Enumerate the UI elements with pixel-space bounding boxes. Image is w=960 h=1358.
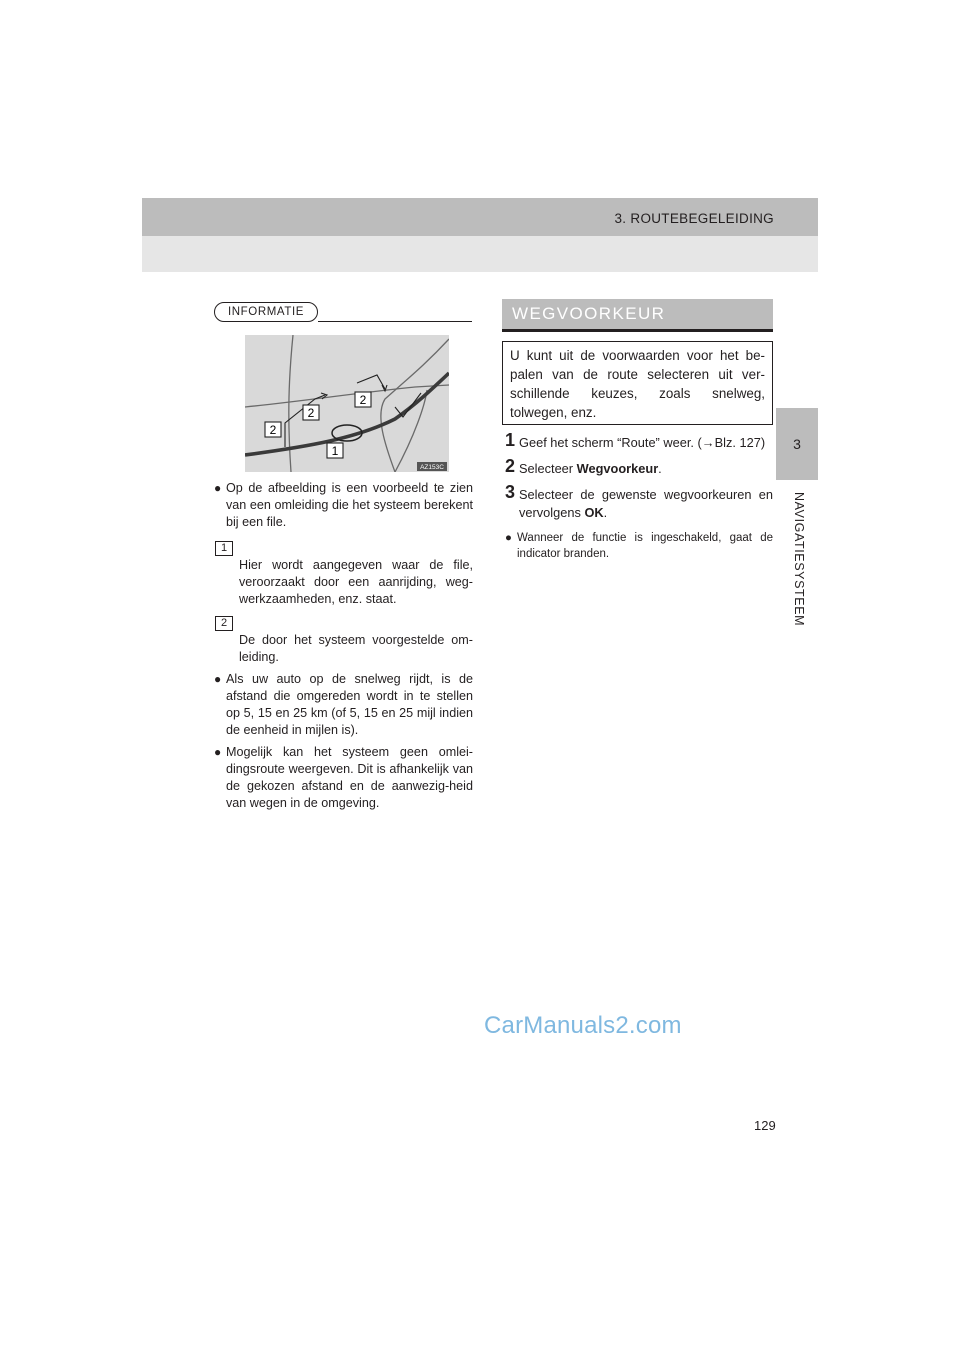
svg-text:2: 2 bbox=[307, 406, 315, 420]
step-item: 2 Selecteer Wegvoorkeur. bbox=[505, 456, 662, 476]
step-note: ● Wanneer de functie is ingeschakeld, gaat de indicator branden. bbox=[505, 532, 773, 560]
svg-text:2: 2 bbox=[359, 393, 367, 407]
bullet-dot-icon: ● bbox=[214, 672, 222, 686]
chapter-tab bbox=[776, 408, 818, 480]
info-bullet: ● Op de afbeelding is een voorbeeld te zien van een omleiding die het systeem berekent bij een file. bbox=[214, 481, 473, 529]
section-intro: U kunt uit de voorwaarden voor het be-palen van de route selecteren uit ver-schillende keuzes, zoals snelweg, tolwegen, enz. bbox=[502, 341, 773, 425]
section-rule bbox=[502, 329, 773, 332]
step-number: 1 bbox=[505, 430, 516, 450]
chapter-title: 3. ROUTEBEGELEIDING bbox=[614, 211, 774, 226]
info-rule bbox=[318, 321, 472, 322]
detour-map-figure bbox=[245, 335, 449, 472]
header-band bbox=[142, 198, 818, 272]
menu-option-label: Wegvoorkeur bbox=[576, 461, 659, 476]
step-number: 3 bbox=[505, 482, 516, 502]
chapter-tab-number: 3 bbox=[793, 436, 801, 452]
svg-text:1: 1 bbox=[331, 444, 339, 458]
watermark: CarManuals2.com bbox=[484, 1012, 682, 1039]
legend-item: 2 De door het systeem voorgestelde om-leiding. bbox=[214, 632, 473, 666]
bullet-dot-icon: ● bbox=[505, 532, 512, 544]
info-tag: INFORMATIE bbox=[214, 302, 318, 322]
legend-item: 1 Hier wordt aangegeven waar de file, veroorzaakt door een aanrijding, weg-werkzaamheden, enz. staat. bbox=[214, 557, 473, 608]
callout-2 bbox=[303, 405, 319, 420]
bullet-dot-icon: ● bbox=[214, 745, 222, 759]
section-title: WEGVOORKEUR bbox=[502, 299, 773, 329]
callout-1 bbox=[327, 443, 343, 458]
callout-2 bbox=[265, 422, 281, 437]
info-bullet: ● Mogelijk kan het systeem geen omlei-dingsroute weergeven. Dit is afhankelijk van de gekozen afstand en de aanwezig-heid van wegen in de omgeving. bbox=[214, 745, 473, 810]
page-number: 129 bbox=[754, 1118, 776, 1133]
svg-text:2: 2 bbox=[269, 423, 277, 437]
menu-option-label: OK bbox=[584, 505, 604, 520]
legend-number: 1 bbox=[215, 541, 233, 556]
chapter-side-label: NAVIGATIESYSTEEM bbox=[792, 492, 806, 627]
info-column bbox=[214, 480, 473, 817]
info-bullet: ● Als uw auto op de snelweg rijdt, is de afstand die omgereden wordt in te stellen op 5, 15 en 25 km (of 5, 15 en 25 mijl indien de eenheid in mijlen is). bbox=[214, 672, 473, 737]
figure-code: AZ153C bbox=[420, 464, 444, 471]
legend-number: 2 bbox=[215, 616, 233, 631]
steps-column bbox=[505, 430, 773, 562]
header-top-bar bbox=[142, 198, 818, 236]
step-item: 1 Geef het scherm “Route” weer. (→Blz. 127) bbox=[505, 430, 766, 450]
step-number: 2 bbox=[505, 456, 516, 476]
bullet-dot-icon: ● bbox=[214, 481, 222, 495]
callout-2 bbox=[355, 392, 371, 407]
step-item: 3 Selecteer de gewenste wegvoorkeuren en vervolgens OK. bbox=[505, 482, 773, 520]
